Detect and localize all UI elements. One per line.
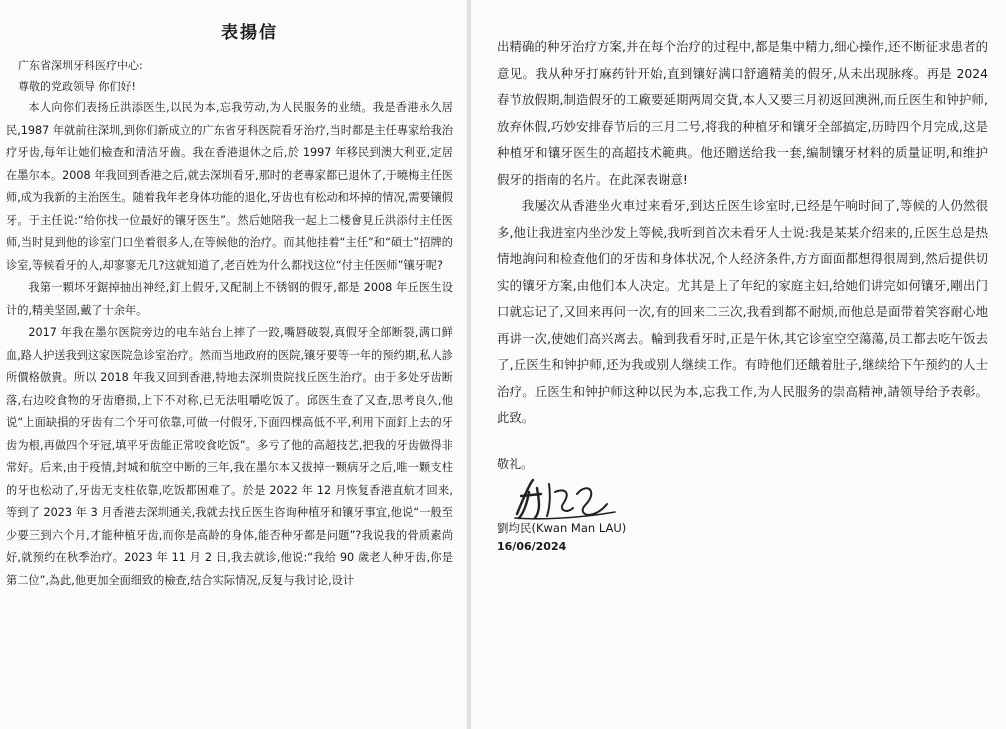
paragraph-4: 出精确的种牙治疗方案,并在每个治疗的过程中,都是集中精力,细心操作,还不断征求患者的意见。我从种牙打麻药针开始,直到镶好满口舒適精美的假牙,从未出现脉疼。再是 2024 春节放假期,制造假牙的工廠要延期两周交貨,本人又要三月初返回澳洲,而丘医生和钟护师,放弃休假,巧妙安排春节后的三月二号,将我的种植牙和镶牙全部搞定,历時四个月完成,这是种植牙和镶牙医生的高超技术範典。他还贈送给我一套,编制镶牙材料的质量证明,和维护假牙的指南的名片。在此深表谢意! [497, 39, 988, 187]
letter-page-right [471, 0, 1006, 729]
recipient: 广东省深圳牙科医疗中心: [18, 59, 143, 72]
paragraph-2: 我第一顆坏牙鋸掉抽出神经,釘上假牙,又配制上不锈钢的假牙,都是 2008 年丘医生设计的,精美坚固,戴了十余年。 [6, 281, 453, 317]
signer-name: 劉均民(Kwan Man LAU) [497, 520, 627, 535]
paragraph-5: 我屡次从香港坐火車过来看牙,到达丘医生诊室时,已经是午响时间了,等候的人仍然很多,他让我进室内坐沙发上等候,我听到首次未看牙人士说:我是某某介绍来的,丘医生总是热情地詢问和检查他们的牙齿和身体状况,个人经济条件,方方面面都想得很周到,然后提供切实的镶牙方案,由他们本人决定。尤其是上了年纪的家庭主妇,给她们讲完如何镶牙,剛出门口就忘记了,又回来再问一次,有的回来二三次,我看到都不耐烦,而他总是面带着笑容耐心地再讲一次,使她们高兴离去。輪到我看牙时,正是午休,其它诊室空空蕩蕩,员工都去吃午饭去了,丘医生和钟护师,还为我或别人继续工作。有時他们还餓着肚子,继续给下午预约的人士治疗。丘医生和钟护师这种以民为本,忘我工作,为人民服务的崇高精神,請领导给予表彰。此致。 [497, 198, 988, 425]
letter-title: 表揚信 [221, 23, 278, 43]
paragraph-1: 本人向你们表扬丘洪添医生,以民为本,忘我劳动,为人民服务的业绩。我是香港永久居民,1987 年就前往深圳,到你们新成立的广东省牙科医院看牙治疗,当时都是主任專家给我治疗牙齿,每年让她们檢查和清洁牙齒。我在香港退休之后,於 1997 年移民到澳大利亚,定居在墨尔本。2008 年我回到香港之后,就去深圳看牙,那时的老專家都已退休了,于曉梅主任医师,成为我新的主治医生。随着我年老身体功能的退化,牙齿也有松动和坏掉的情况,需要镶假牙。于主任说:“给你找一位最好的镶牙医生”。然后她陪我一起上二楼會見丘洪添付主任医师,当时見到他的诊室门口坐着很多人,在等候他的治疗。而其他挂着“主任”和“碩士”招牌的诊室,等候看牙的人,却寥寥无几?这就知道了,老百姓为什么都找这位“付主任医师”镶牙呢? [6, 101, 453, 272]
paragraph-3: 2017 年我在墨尔医院旁边的电车站台上摔了一跤,嘴唇破裂,真假牙全部断裂,满口鲜血,路人护送我到这家医院急诊室治疗。然而当地政府的医院,镶牙要等一年的预约期,私人診所價格倣貴。所以 2018 年我又回到香港,特地去深圳贵院找丘医生治疗。由于多处牙齿断落,右边咬食物的牙齿磨损,上下不对称,已无法咀嚼吃饭了。邱医生查了又查,思考良久,他说“上面缺損的牙齿有二个牙可依靠,可做一付假牙,下面四棵高低不平,利用下面釘上去的牙齿为根,再做四个牙冠,填平牙齿能正常咬食吃饭”。多亏了他的高超技艺,把我的牙齿做得非常好。后来,由于疫情,封城和航空中断的三年,我在墨尔本又拔掉一颗病牙之后,唯一颗支柱的牙也松动了,牙齿无支柱依靠,吃饭都困难了。於是 2022 年 12 月恢复香港直航才回来,等到了 2023 年 3 月香港去深圳通关,我就去找丘医生咨询种植牙和镶牙事宜,他说“一般至少要三到六个月,才能种植牙齿,而你是高龄的身体,能否种牙都是问题”?我说我的骨质素尚好,就预约在秋季治疗。2023 年 11 月 2 日,我去就诊,他说:“我给 90 歲老人种牙齿,你是第二位”,為此,他更加全面细致的檢查,结合实际情况,反复与我讨论,设计 [6, 326, 453, 587]
closing: 敬礼。 [497, 456, 534, 471]
salutation: 尊敬的党政领导 你们好! [18, 80, 136, 93]
letter-page-left [0, 0, 467, 729]
letter-date: 16/06/2024 [497, 539, 567, 553]
handwritten-signature [511, 474, 621, 522]
